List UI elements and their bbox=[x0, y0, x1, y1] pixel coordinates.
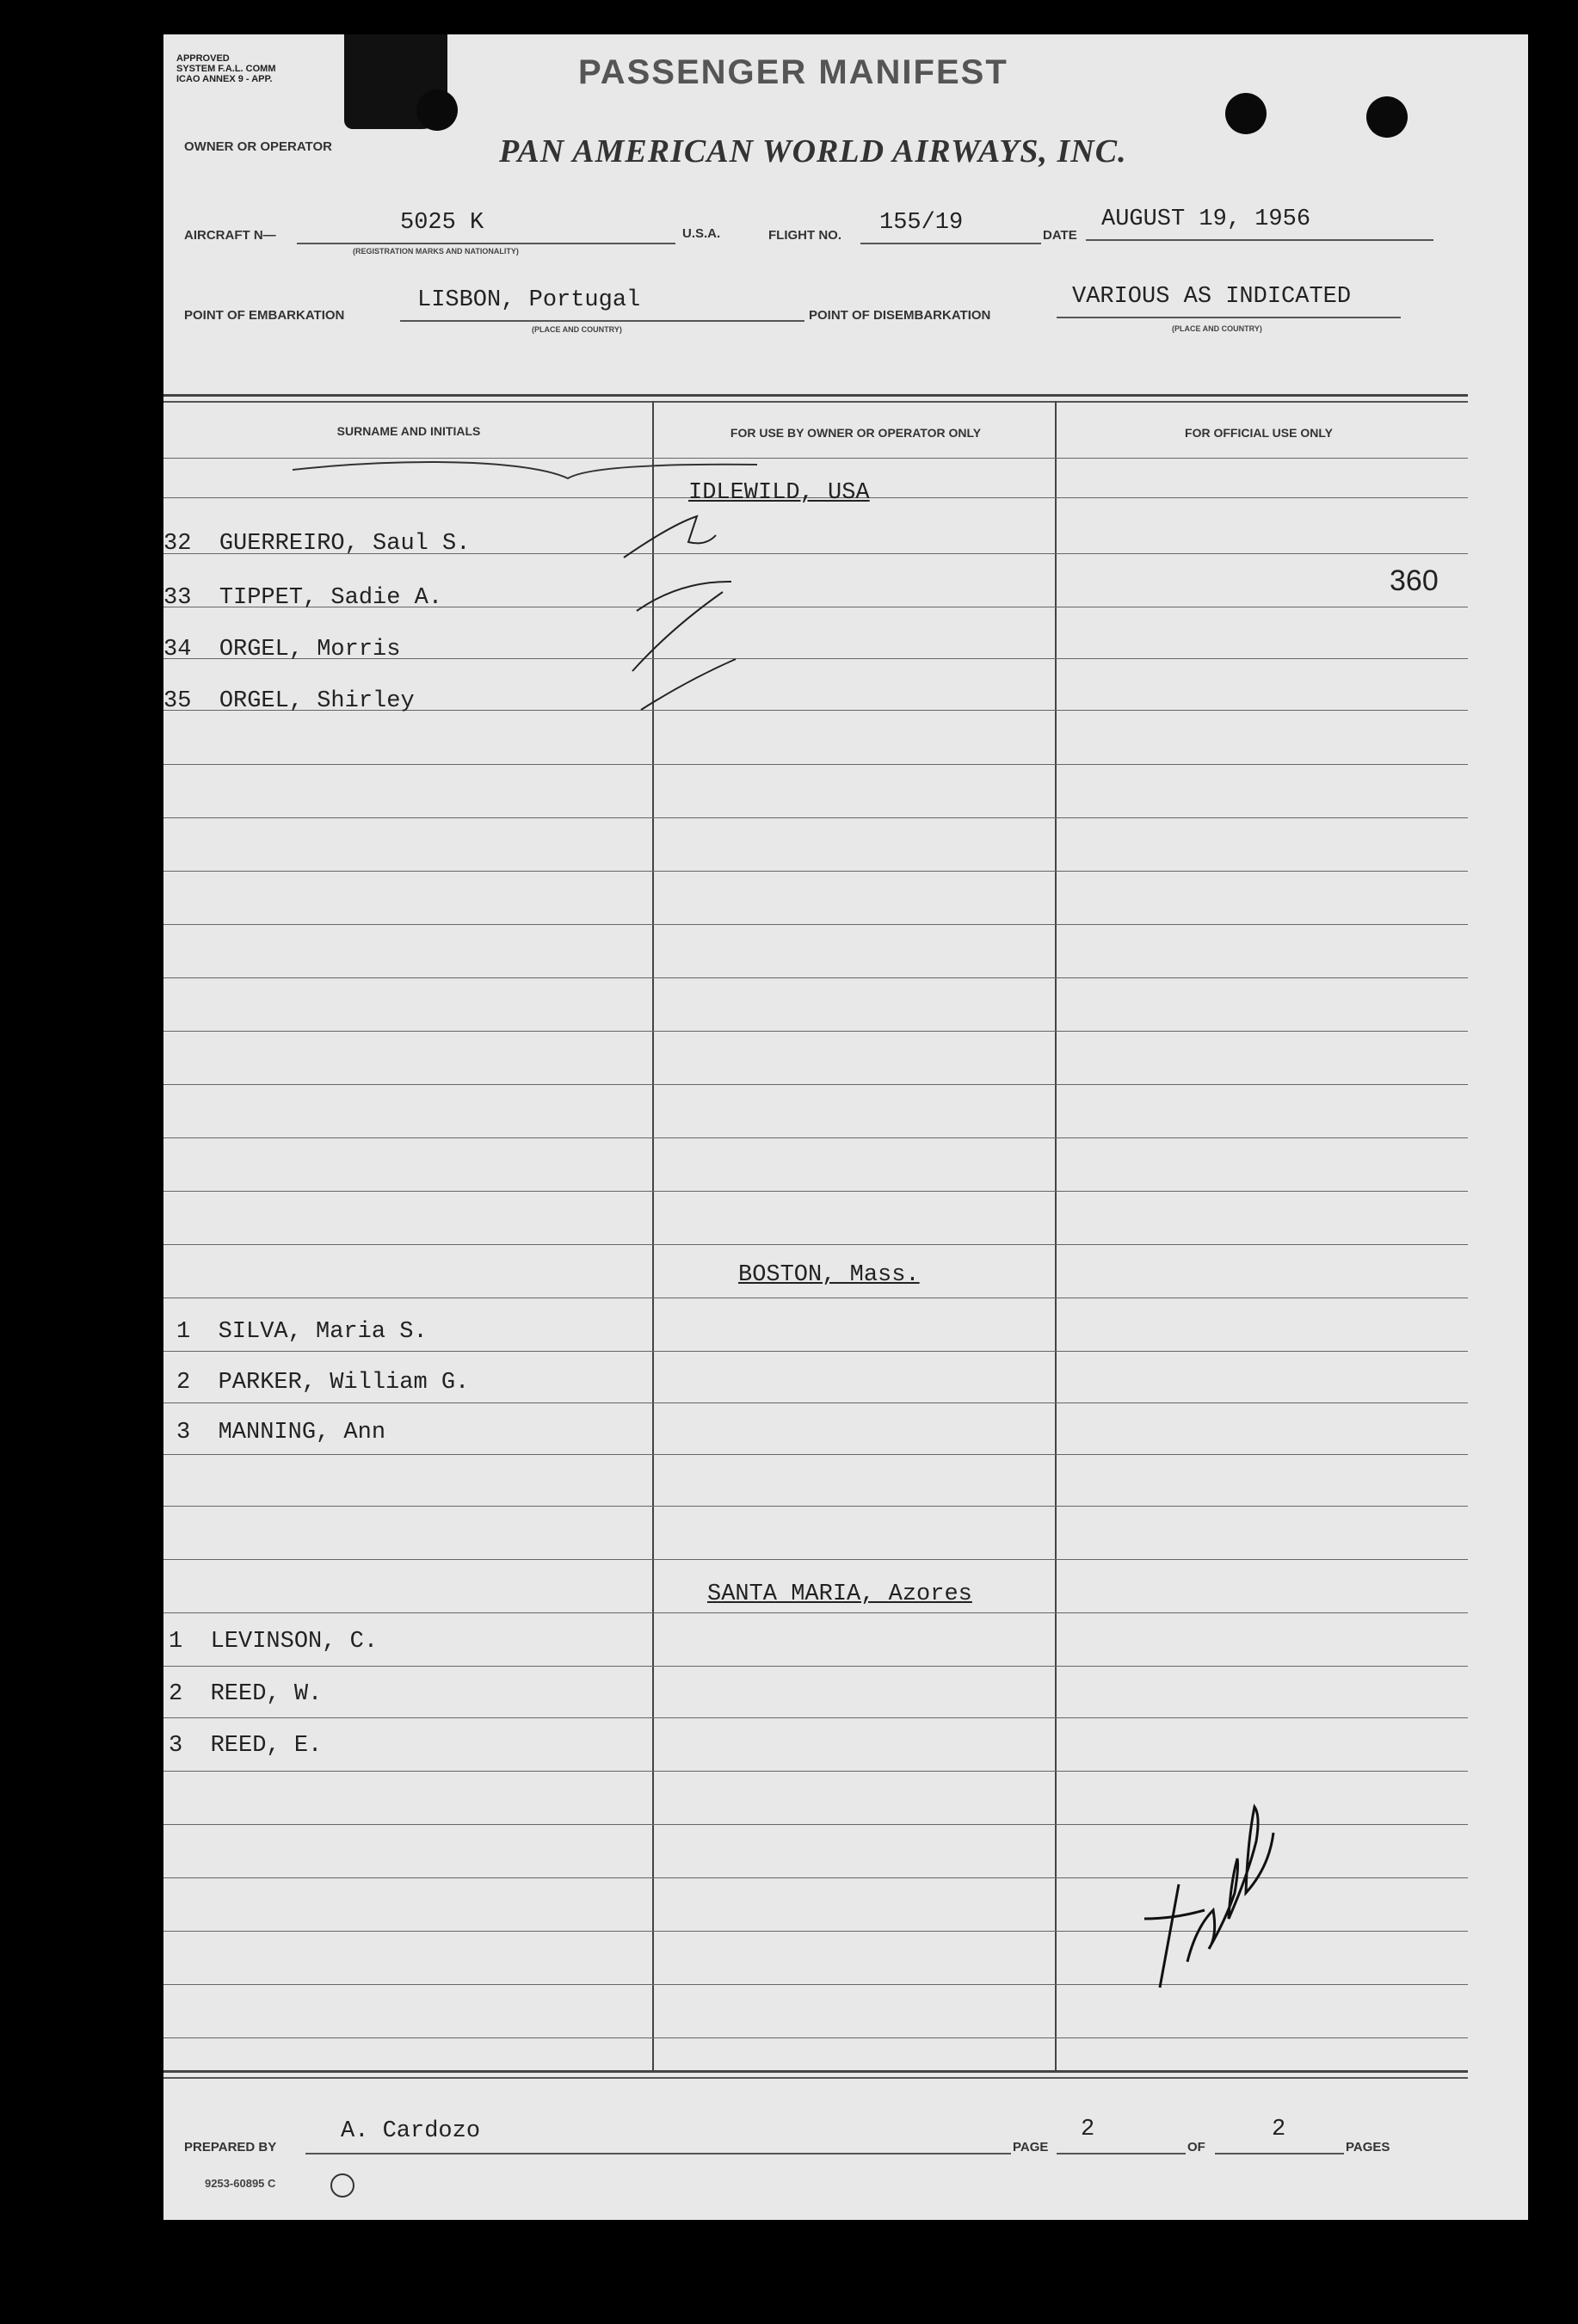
disembark-underline bbox=[1057, 317, 1401, 318]
stamp-line-1: APPROVED bbox=[176, 53, 230, 64]
owner-label: OWNER OR OPERATOR bbox=[184, 139, 332, 154]
destination-idlewild: IDLEWILD, USA bbox=[688, 480, 870, 506]
ruled-line bbox=[163, 1137, 1468, 1138]
ruled-line bbox=[163, 1191, 1468, 1192]
passenger-number: 35 bbox=[163, 688, 192, 714]
passenger-number: 2 bbox=[169, 1681, 183, 1707]
registration-caption: (REGISTRATION MARKS AND NATIONALITY) bbox=[353, 247, 519, 256]
of-label: OF bbox=[1187, 2140, 1205, 2154]
passenger-name: ORGEL, Morris bbox=[219, 637, 401, 663]
ruled-line bbox=[163, 1031, 1468, 1032]
table-bottom-rule bbox=[163, 2070, 1468, 2073]
ruled-line bbox=[163, 1771, 1468, 1772]
disembark-value: VARIOUS AS INDICATED bbox=[1072, 284, 1352, 310]
date-label: DATE bbox=[1043, 228, 1077, 243]
passenger-number: 33 bbox=[163, 585, 192, 611]
passenger-name: REED, E. bbox=[210, 1733, 323, 1759]
check-marks bbox=[619, 499, 757, 723]
passenger-row bbox=[163, 585, 442, 611]
passenger-name: ORGEL, Shirley bbox=[219, 688, 415, 714]
prepared-label: PREPARED BY bbox=[184, 2140, 277, 2154]
column-divider-2 bbox=[1055, 401, 1057, 2070]
passenger-name: LEVINSON, C. bbox=[210, 1629, 379, 1655]
col-header-owner-use: FOR USE BY OWNER OR OPERATOR ONLY bbox=[730, 426, 982, 440]
ruled-line bbox=[163, 1084, 1468, 1085]
passenger-row bbox=[169, 1681, 322, 1707]
date-underline bbox=[1086, 239, 1433, 241]
destination-boston: BOSTON, Mass. bbox=[738, 1262, 920, 1288]
official-note: 360 bbox=[1390, 564, 1439, 597]
airline-name: PAN AMERICAN WORLD AIRWAYS, INC. bbox=[499, 133, 1127, 170]
ruled-line bbox=[163, 1244, 1468, 1245]
embark-underline bbox=[400, 320, 804, 322]
passenger-name: REED, W. bbox=[210, 1681, 323, 1707]
page-title: PASSENGER MANIFEST bbox=[578, 53, 1008, 91]
usa-label: U.S.A. bbox=[682, 226, 721, 241]
page-value: 2 bbox=[1081, 2117, 1095, 2142]
prepared-value: A. Cardozo bbox=[341, 2118, 481, 2144]
passenger-name: PARKER, William G. bbox=[218, 1370, 470, 1396]
ruled-line bbox=[163, 817, 1468, 818]
passenger-row bbox=[163, 688, 415, 714]
flight-underline bbox=[860, 243, 1041, 244]
punch-hole bbox=[416, 89, 458, 131]
embark-label: POINT OF EMBARKATION bbox=[184, 308, 345, 323]
stamp-line-2: SYSTEM F.A.L. COMM bbox=[176, 64, 276, 74]
passenger-name: TIPPET, Sadie A. bbox=[219, 585, 443, 611]
page-underline bbox=[1057, 2153, 1186, 2154]
passenger-row bbox=[169, 1733, 322, 1759]
disembark-caption: (PLACE AND COUNTRY) bbox=[1172, 324, 1262, 333]
page-label: PAGE bbox=[1013, 2140, 1049, 2154]
passenger-name: GUERREIRO, Saul S. bbox=[219, 531, 471, 557]
col-header-official-use: FOR OFFICIAL USE ONLY bbox=[1185, 426, 1333, 440]
table-bottom-rule-2 bbox=[163, 2077, 1468, 2079]
passenger-number: 32 bbox=[163, 531, 192, 557]
passenger-number: 3 bbox=[169, 1733, 183, 1759]
passenger-number: 2 bbox=[176, 1370, 191, 1396]
ruled-line bbox=[163, 871, 1468, 872]
prepared-underline bbox=[305, 2153, 1011, 2154]
approval-stamp bbox=[176, 53, 276, 84]
ruled-line bbox=[163, 764, 1468, 765]
passenger-row bbox=[169, 1629, 378, 1655]
table-top-rule-2 bbox=[163, 401, 1468, 403]
ruled-line bbox=[163, 2037, 1468, 2038]
of-value: 2 bbox=[1272, 2117, 1286, 2142]
passenger-row bbox=[176, 1420, 385, 1446]
ruled-line bbox=[163, 924, 1468, 925]
ruled-line bbox=[163, 1454, 1468, 1455]
embark-caption: (PLACE AND COUNTRY) bbox=[532, 325, 622, 334]
flight-value: 155/19 bbox=[879, 210, 964, 236]
embark-value: LISBON, Portugal bbox=[417, 287, 641, 313]
ruled-line bbox=[163, 1402, 1468, 1403]
passenger-number: 34 bbox=[163, 637, 192, 663]
passenger-number: 3 bbox=[176, 1420, 191, 1446]
table-top-rule bbox=[163, 394, 1468, 397]
official-signature bbox=[1127, 1790, 1291, 1996]
passenger-row bbox=[176, 1319, 428, 1345]
flight-label: FLIGHT NO. bbox=[768, 228, 841, 243]
passenger-row bbox=[163, 531, 470, 557]
passenger-row bbox=[163, 637, 400, 663]
stamp-line-3: ICAO ANNEX 9 - APP. bbox=[176, 74, 273, 84]
ruled-line bbox=[163, 1559, 1468, 1560]
manifest-sheet bbox=[163, 34, 1528, 2220]
union-label-icon bbox=[330, 2173, 354, 2198]
pages-label: PAGES bbox=[1346, 2140, 1390, 2154]
passenger-name: MANNING, Ann bbox=[218, 1420, 386, 1446]
aircraft-value: 5025 K bbox=[400, 210, 484, 236]
ruled-line bbox=[163, 1717, 1468, 1718]
of-underline bbox=[1215, 2153, 1344, 2154]
header-swoosh bbox=[284, 447, 766, 482]
ruled-line bbox=[163, 977, 1468, 978]
passenger-name: SILVA, Maria S. bbox=[218, 1319, 428, 1345]
passenger-number: 1 bbox=[169, 1629, 183, 1655]
aircraft-label: AIRCRAFT N— bbox=[184, 228, 276, 243]
punch-hole bbox=[1366, 96, 1408, 138]
aircraft-underline bbox=[297, 243, 675, 244]
ruled-line bbox=[163, 1612, 1468, 1613]
ruled-line bbox=[163, 1506, 1468, 1507]
date-value: AUGUST 19, 1956 bbox=[1101, 207, 1311, 232]
disembark-label: POINT OF DISEMBARKATION bbox=[809, 308, 991, 323]
ruled-line bbox=[163, 1351, 1468, 1352]
ruled-line bbox=[163, 1666, 1468, 1667]
passenger-number: 1 bbox=[176, 1319, 191, 1345]
passenger-row bbox=[176, 1370, 469, 1396]
form-number: 9253-60895 C bbox=[205, 2177, 276, 2190]
col-header-surname: SURNAME AND INITIALS bbox=[336, 424, 481, 438]
punch-hole bbox=[1225, 93, 1267, 134]
destination-santa-maria: SANTA MARIA, Azores bbox=[707, 1581, 972, 1607]
